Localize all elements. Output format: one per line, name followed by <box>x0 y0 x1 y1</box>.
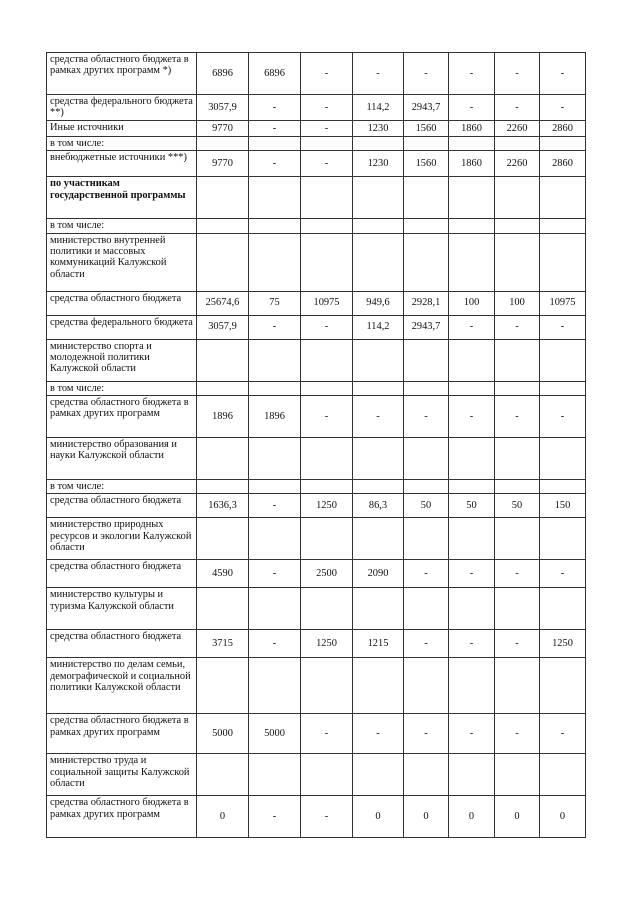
value-cell: 10975 <box>301 291 353 315</box>
value-cell: 5000 <box>197 714 249 754</box>
value-cell <box>249 658 301 714</box>
value-cell <box>540 177 586 219</box>
table-row <box>47 494 586 518</box>
table-row <box>47 480 586 494</box>
value-cell: - <box>249 151 301 177</box>
value-cell: - <box>353 396 404 438</box>
value-cell <box>540 219 586 233</box>
value-cell <box>301 438 353 480</box>
value-cell <box>301 136 353 150</box>
value-cell: - <box>449 630 495 658</box>
value-cell <box>197 339 249 381</box>
value-cell <box>449 518 495 560</box>
table-row <box>47 291 586 315</box>
value-cell: - <box>249 560 301 588</box>
value-cell <box>495 588 540 630</box>
value-cell <box>197 518 249 560</box>
row-label: средства областного бюджета <box>47 494 197 518</box>
value-cell: - <box>301 315 353 339</box>
value-cell <box>353 518 404 560</box>
table-row <box>47 438 586 480</box>
value-cell <box>301 339 353 381</box>
value-cell: 25674,6 <box>197 291 249 315</box>
value-cell: - <box>495 95 540 121</box>
value-cell: 150 <box>540 494 586 518</box>
value-cell: - <box>495 630 540 658</box>
value-cell <box>404 588 449 630</box>
value-cell <box>249 438 301 480</box>
value-cell: 86,3 <box>353 494 404 518</box>
table-row <box>47 630 586 658</box>
value-cell <box>353 381 404 395</box>
value-cell <box>197 177 249 219</box>
value-cell <box>449 233 495 291</box>
value-cell <box>495 658 540 714</box>
value-cell <box>540 233 586 291</box>
value-cell: - <box>540 560 586 588</box>
value-cell: - <box>449 315 495 339</box>
table-row <box>47 219 586 233</box>
value-cell: 100 <box>449 291 495 315</box>
value-cell <box>495 233 540 291</box>
value-cell <box>249 136 301 150</box>
value-cell: - <box>404 560 449 588</box>
value-cell <box>353 480 404 494</box>
value-cell <box>301 518 353 560</box>
budget-table <box>46 52 586 838</box>
value-cell <box>449 480 495 494</box>
value-cell <box>404 658 449 714</box>
value-cell <box>495 754 540 796</box>
value-cell <box>197 438 249 480</box>
value-cell <box>197 658 249 714</box>
table-row <box>47 315 586 339</box>
value-cell: - <box>540 714 586 754</box>
table-row <box>47 95 586 121</box>
value-cell: 2943,7 <box>404 315 449 339</box>
table-row <box>47 339 586 381</box>
table-row <box>47 518 586 560</box>
value-cell: - <box>495 560 540 588</box>
value-cell: 2260 <box>495 120 540 136</box>
value-cell: 1896 <box>249 396 301 438</box>
value-cell: - <box>404 396 449 438</box>
value-cell <box>404 381 449 395</box>
value-cell <box>197 233 249 291</box>
value-cell: - <box>249 120 301 136</box>
value-cell <box>353 754 404 796</box>
value-cell <box>353 339 404 381</box>
value-cell <box>404 339 449 381</box>
row-label: министерство по делам семьи, демографической и социальной политики Калужской области <box>47 658 197 714</box>
value-cell <box>301 219 353 233</box>
table-row <box>47 233 586 291</box>
row-label: внебюджетные источники ***) <box>47 151 197 177</box>
value-cell: - <box>449 396 495 438</box>
value-cell: 114,2 <box>353 95 404 121</box>
value-cell <box>449 438 495 480</box>
table-row <box>47 120 586 136</box>
table-row <box>47 588 586 630</box>
value-cell: 1250 <box>540 630 586 658</box>
value-cell: - <box>449 53 495 95</box>
row-label: Иные источники <box>47 120 197 136</box>
value-cell: 0 <box>197 796 249 838</box>
value-cell: 1860 <box>449 151 495 177</box>
value-cell: - <box>301 120 353 136</box>
value-cell: - <box>301 95 353 121</box>
value-cell: 3057,9 <box>197 95 249 121</box>
value-cell: - <box>353 53 404 95</box>
table-row <box>47 53 586 95</box>
value-cell: 9770 <box>197 151 249 177</box>
value-cell <box>449 177 495 219</box>
value-cell <box>404 136 449 150</box>
row-label: министерство культуры и туризма Калужской области <box>47 588 197 630</box>
value-cell: 2860 <box>540 151 586 177</box>
value-cell: - <box>301 714 353 754</box>
value-cell: - <box>249 95 301 121</box>
value-cell: 2260 <box>495 151 540 177</box>
value-cell: 0 <box>449 796 495 838</box>
value-cell: - <box>449 95 495 121</box>
value-cell: 6896 <box>249 53 301 95</box>
value-cell <box>197 480 249 494</box>
value-cell <box>495 339 540 381</box>
value-cell: - <box>495 714 540 754</box>
value-cell <box>249 177 301 219</box>
value-cell <box>353 219 404 233</box>
value-cell <box>540 658 586 714</box>
value-cell <box>301 658 353 714</box>
table-row <box>47 177 586 219</box>
table-body <box>47 53 586 838</box>
value-cell <box>495 219 540 233</box>
value-cell: - <box>301 796 353 838</box>
value-cell: 3057,9 <box>197 315 249 339</box>
value-cell: 0 <box>353 796 404 838</box>
value-cell <box>540 480 586 494</box>
value-cell <box>353 438 404 480</box>
value-cell <box>449 339 495 381</box>
value-cell: 1636,3 <box>197 494 249 518</box>
row-label: средства областного бюджета в рамках других программ <box>47 796 197 838</box>
row-label: по участникам государственной программы <box>47 177 197 219</box>
value-cell <box>449 219 495 233</box>
value-cell: 50 <box>404 494 449 518</box>
value-cell <box>301 480 353 494</box>
row-label: министерство труда и социальной защиты Калужской области <box>47 754 197 796</box>
value-cell <box>495 381 540 395</box>
value-cell <box>197 754 249 796</box>
value-cell <box>495 518 540 560</box>
value-cell <box>540 339 586 381</box>
value-cell <box>353 177 404 219</box>
row-label: министерство природных ресурсов и экологии Калужской области <box>47 518 197 560</box>
value-cell: - <box>301 53 353 95</box>
value-cell: 0 <box>404 796 449 838</box>
value-cell <box>540 438 586 480</box>
table-row <box>47 796 586 838</box>
value-cell <box>404 233 449 291</box>
value-cell: 9770 <box>197 120 249 136</box>
table-row <box>47 151 586 177</box>
value-cell: - <box>540 53 586 95</box>
table-row <box>47 381 586 395</box>
value-cell <box>301 381 353 395</box>
value-cell <box>301 177 353 219</box>
value-cell <box>249 518 301 560</box>
value-cell: - <box>449 560 495 588</box>
value-cell: 1215 <box>353 630 404 658</box>
row-label: в том числе: <box>47 219 197 233</box>
value-cell <box>353 588 404 630</box>
row-label: в том числе: <box>47 480 197 494</box>
row-label: министерство спорта и молодежной политики Калужской области <box>47 339 197 381</box>
value-cell: - <box>540 95 586 121</box>
value-cell <box>249 339 301 381</box>
value-cell <box>353 136 404 150</box>
value-cell: 114,2 <box>353 315 404 339</box>
table-row <box>47 560 586 588</box>
row-label: средства областного бюджета в рамках других программ <box>47 714 197 754</box>
value-cell: 1250 <box>301 630 353 658</box>
table-row <box>47 136 586 150</box>
value-cell: 75 <box>249 291 301 315</box>
value-cell <box>353 233 404 291</box>
value-cell: - <box>495 315 540 339</box>
value-cell <box>449 381 495 395</box>
value-cell <box>197 381 249 395</box>
value-cell <box>449 136 495 150</box>
value-cell <box>540 588 586 630</box>
row-label: в том числе: <box>47 381 197 395</box>
value-cell <box>404 177 449 219</box>
value-cell: 4590 <box>197 560 249 588</box>
row-label: министерство образования и науки Калужской области <box>47 438 197 480</box>
value-cell: - <box>449 714 495 754</box>
value-cell <box>495 480 540 494</box>
value-cell <box>404 480 449 494</box>
value-cell <box>353 658 404 714</box>
value-cell: 1230 <box>353 120 404 136</box>
table-row <box>47 714 586 754</box>
value-cell: 1860 <box>449 120 495 136</box>
value-cell <box>449 658 495 714</box>
value-cell <box>404 219 449 233</box>
row-label: средства областного бюджета <box>47 291 197 315</box>
value-cell: 100 <box>495 291 540 315</box>
value-cell <box>197 219 249 233</box>
value-cell <box>301 754 353 796</box>
value-cell: 1560 <box>404 151 449 177</box>
value-cell <box>449 754 495 796</box>
value-cell: - <box>301 151 353 177</box>
value-cell: 949,6 <box>353 291 404 315</box>
value-cell: 2928,1 <box>404 291 449 315</box>
value-cell <box>540 381 586 395</box>
value-cell <box>249 588 301 630</box>
value-cell: 0 <box>495 796 540 838</box>
value-cell <box>404 518 449 560</box>
value-cell: - <box>540 315 586 339</box>
value-cell <box>495 438 540 480</box>
value-cell <box>249 219 301 233</box>
value-cell: 1230 <box>353 151 404 177</box>
value-cell: 2943,7 <box>404 95 449 121</box>
row-label: средства областного бюджета <box>47 560 197 588</box>
value-cell: 5000 <box>249 714 301 754</box>
row-label: министерство внутренней политики и массовых коммуникаций Калужской области <box>47 233 197 291</box>
value-cell: 0 <box>540 796 586 838</box>
row-label: средства федерального бюджета <box>47 315 197 339</box>
value-cell: 3715 <box>197 630 249 658</box>
value-cell <box>301 233 353 291</box>
value-cell <box>540 754 586 796</box>
value-cell: 1250 <box>301 494 353 518</box>
value-cell <box>249 381 301 395</box>
value-cell <box>404 438 449 480</box>
value-cell: - <box>495 53 540 95</box>
value-cell <box>249 480 301 494</box>
value-cell <box>249 754 301 796</box>
value-cell: - <box>249 494 301 518</box>
value-cell: 1896 <box>197 396 249 438</box>
value-cell: - <box>540 396 586 438</box>
value-cell <box>197 588 249 630</box>
value-cell: - <box>495 396 540 438</box>
value-cell: - <box>249 796 301 838</box>
value-cell <box>495 136 540 150</box>
value-cell: - <box>249 315 301 339</box>
value-cell <box>495 177 540 219</box>
value-cell: 50 <box>495 494 540 518</box>
value-cell: 2090 <box>353 560 404 588</box>
value-cell <box>449 588 495 630</box>
value-cell: - <box>404 714 449 754</box>
row-label: средства областного бюджета <box>47 630 197 658</box>
value-cell: 1560 <box>404 120 449 136</box>
value-cell <box>540 518 586 560</box>
value-cell: 50 <box>449 494 495 518</box>
row-label: средства федерального бюджета **) <box>47 95 197 121</box>
value-cell <box>404 754 449 796</box>
value-cell: - <box>249 630 301 658</box>
value-cell <box>540 136 586 150</box>
value-cell <box>197 136 249 150</box>
row-label: средства областного бюджета в рамках других программ <box>47 396 197 438</box>
value-cell: - <box>353 714 404 754</box>
value-cell: 2860 <box>540 120 586 136</box>
value-cell: 2500 <box>301 560 353 588</box>
row-label: средства областного бюджета в рамках других программ *) <box>47 53 197 95</box>
row-label: в том числе: <box>47 136 197 150</box>
value-cell <box>301 588 353 630</box>
table-row <box>47 396 586 438</box>
value-cell: 10975 <box>540 291 586 315</box>
value-cell: - <box>301 396 353 438</box>
value-cell: - <box>404 630 449 658</box>
value-cell <box>249 233 301 291</box>
table-row <box>47 754 586 796</box>
value-cell: - <box>404 53 449 95</box>
value-cell: 6896 <box>197 53 249 95</box>
table-row <box>47 658 586 714</box>
